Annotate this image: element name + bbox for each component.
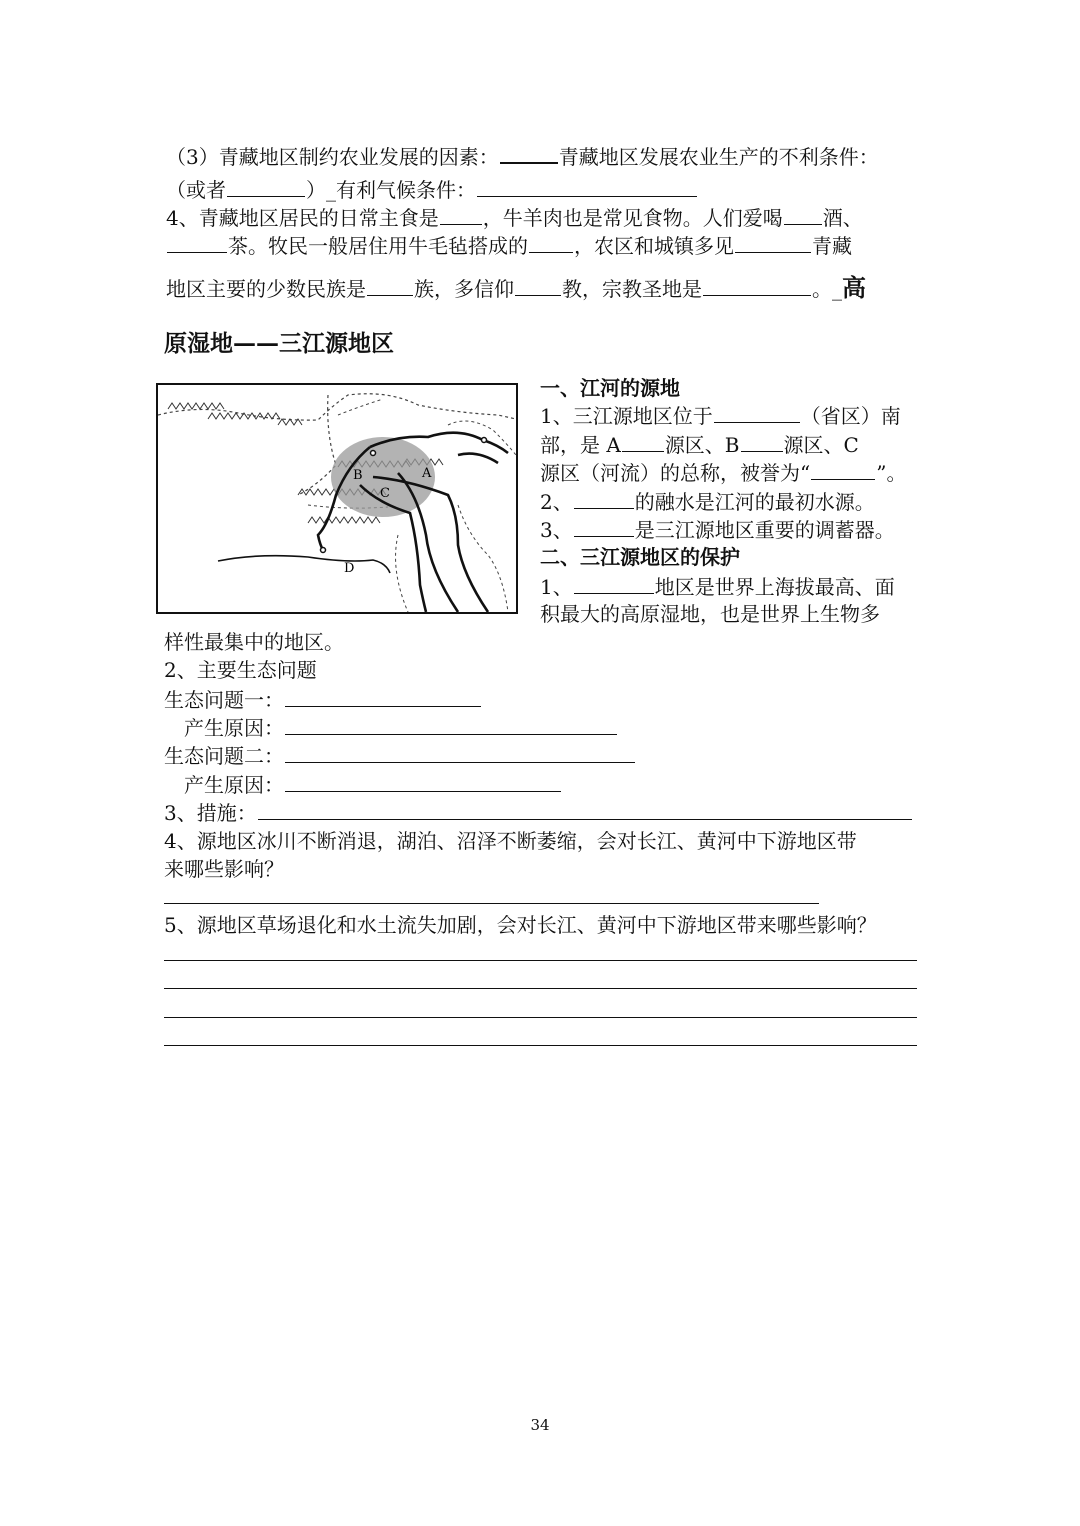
answer-blank[interactable] — [285, 771, 561, 792]
answer-blank[interactable] — [574, 573, 654, 594]
part2-q5: 5、源地区草场退化和水土流失加剧，会对长江、黄河中下游地区带来哪些影响？ — [164, 913, 877, 937]
q3-line2 — [166, 176, 698, 203]
p1q1-text-b: （省区）南 — [800, 404, 901, 428]
part2-q1-line3: 样性最集中的地区。 — [164, 630, 344, 654]
q4-text-d: 茶。牧民一般居住用牛毛毡搭成的 — [228, 234, 528, 258]
answer-blank[interactable] — [741, 431, 783, 452]
answer-blank[interactable] — [258, 799, 912, 820]
answer-blank[interactable] — [622, 431, 664, 452]
answer-blank[interactable] — [167, 232, 227, 253]
heading-start: 高 — [842, 273, 866, 302]
answer-blank[interactable] — [440, 204, 482, 225]
p1q1-text-f: 源区（河流）的总称，被誉为“ — [540, 461, 811, 485]
p2q1-text-a: 1、 — [540, 575, 573, 599]
q4-text-h: 族，多信仰 — [414, 277, 514, 301]
map-label-c: C — [380, 486, 390, 501]
p1q1-text-e: 源区、C — [783, 433, 859, 457]
part1-title: 一、江河的源地 — [540, 376, 680, 400]
answer-line[interactable] — [164, 960, 917, 961]
p1q1-text-g: ”。 — [876, 461, 907, 485]
answer-blank[interactable] — [515, 275, 561, 296]
map-label-b: B — [353, 468, 363, 483]
answer-line[interactable] — [164, 903, 819, 904]
answer-line[interactable] — [164, 1045, 917, 1046]
part2-title: 二、三江源地区的保护 — [540, 545, 740, 569]
q4-text-g: 地区主要的少数民族是 — [166, 277, 366, 301]
p1q3-text-a: 3、 — [540, 518, 573, 542]
answer-blank[interactable] — [529, 232, 573, 253]
answer-blank[interactable] — [574, 488, 634, 509]
problem-2 — [164, 742, 636, 769]
answer-line[interactable] — [164, 988, 917, 989]
q4-text-i: 教，宗教圣地是 — [562, 277, 702, 301]
part2-q1-line2: 积最大的高原湿地，也是世界上生物多 — [540, 602, 880, 626]
p1q1-text-c: 部，是 A — [540, 433, 621, 457]
answer-blank[interactable] — [227, 176, 305, 197]
part2-q1-line1 — [540, 573, 895, 600]
answer-blank[interactable] — [367, 275, 413, 296]
q3-text-b: 青藏地区发展农业生产的不利条件： — [558, 145, 879, 169]
part1-q1-line2 — [540, 431, 859, 458]
q4-text-f: 青藏 — [812, 234, 852, 258]
q4-text-c: 酒、 — [822, 206, 863, 230]
p1q1-text-a: 1、三江源地区位于 — [540, 404, 713, 428]
p1q2-text-a: 2、 — [540, 490, 573, 514]
q3-text-d: ）_有利气候条件： — [306, 178, 476, 202]
map-label-d: D — [344, 561, 355, 576]
part1-q1-line3 — [540, 459, 906, 486]
answer-blank[interactable] — [285, 742, 635, 763]
answer-blank[interactable] — [285, 714, 617, 735]
q4-line3 — [166, 275, 866, 302]
q3-text-a: （3）青藏地区制约农业发展的因素： — [166, 145, 499, 169]
answer-blank[interactable] — [811, 459, 875, 480]
p1q1-text-d: 源区、B — [664, 433, 740, 457]
q4-text-b: ，牛羊肉也是常见食物。人们爱喝 — [482, 206, 783, 230]
section-heading: 原湿地——三江源地区 — [164, 330, 394, 357]
q3-text-c: （或者 — [166, 178, 226, 202]
problem-2-label: 生态问题二： — [164, 744, 284, 768]
cause-2 — [184, 771, 562, 798]
q4-line2 — [166, 232, 852, 259]
problem-1-label: 生态问题一： — [164, 688, 284, 712]
answer-blank[interactable] — [784, 204, 822, 225]
part2-q4-line1: 4、源地区冰川不断消退，湖泊、沼泽不断萎缩，会对长江、黄河中下游地区带 — [164, 829, 857, 853]
measures — [164, 799, 913, 826]
map-label-a: A — [422, 466, 432, 481]
q4-text-j: 。_ — [812, 277, 842, 301]
answer-blank[interactable] — [574, 516, 634, 537]
p1q2-text-b: 的融水是江河的最初水源。 — [634, 490, 875, 514]
answer-blank[interactable] — [714, 402, 800, 423]
answer-blank[interactable] — [285, 686, 481, 707]
cause-1 — [184, 714, 618, 741]
measures-label: 3、措施： — [164, 801, 257, 825]
part1-q3 — [540, 516, 895, 543]
cause-2-label: 产生原因： — [184, 773, 284, 797]
map-drawing — [158, 385, 516, 612]
answer-blank[interactable] — [500, 142, 558, 164]
page-number: 34 — [530, 1416, 550, 1434]
sanjiangyuan-map — [156, 383, 518, 614]
part1-q1-line1 — [540, 402, 901, 429]
answer-blank[interactable] — [703, 275, 811, 296]
part1-q2 — [540, 488, 875, 515]
answer-blank[interactable] — [735, 232, 811, 253]
part2-q2: 2、主要生态问题 — [164, 658, 317, 682]
q4-text-a: 4、青藏地区居民的日常主食是 — [166, 206, 439, 230]
q4-text-e: ，农区和城镇多见 — [574, 234, 734, 258]
problem-1 — [164, 686, 482, 713]
cause-1-label: 产生原因： — [184, 716, 284, 740]
part2-q4-line2: 来哪些影响？ — [164, 857, 284, 881]
p2q1-text-b: 地区是世界上海拔最高、面 — [654, 575, 895, 599]
answer-line[interactable] — [164, 1017, 917, 1018]
p1q3-text-b: 是三江源地区重要的调蓄器。 — [634, 518, 895, 542]
q3-line1 — [166, 142, 879, 170]
answer-blank[interactable] — [477, 176, 697, 197]
q4-line1 — [166, 204, 863, 231]
